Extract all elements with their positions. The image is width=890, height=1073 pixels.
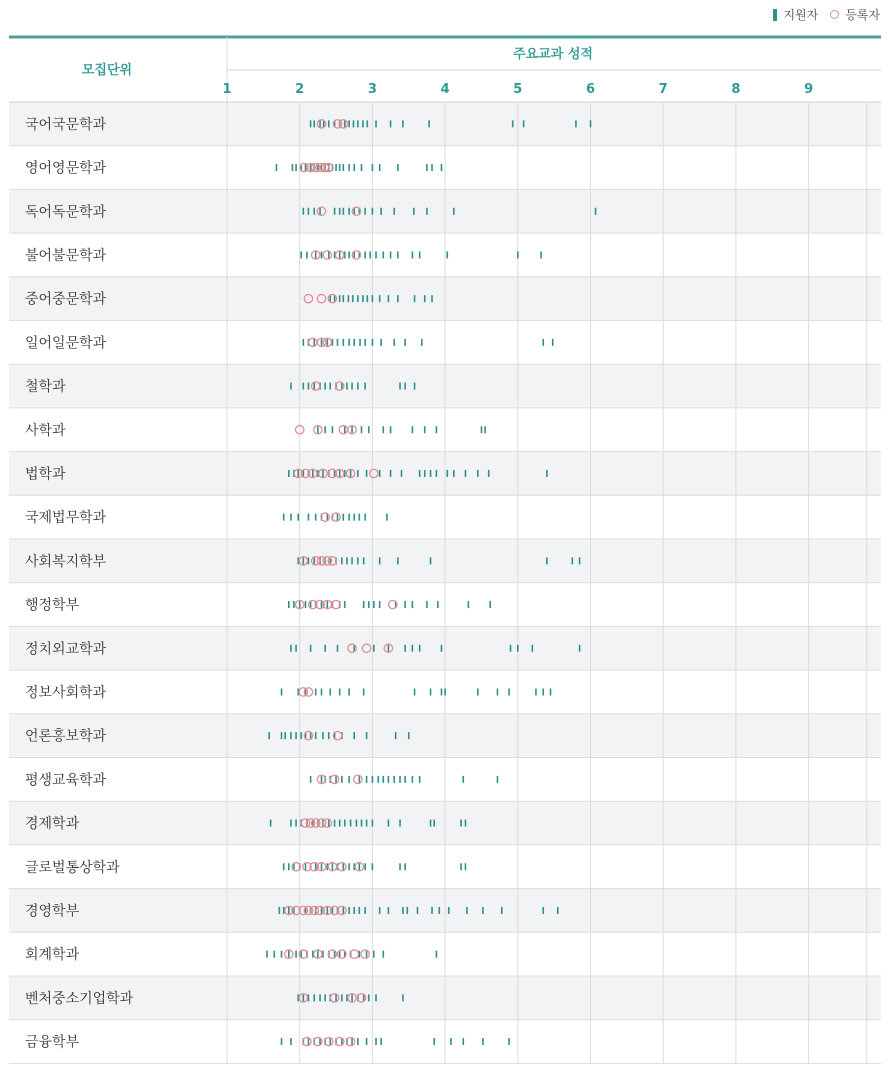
- x-tick-label: 2: [295, 82, 305, 97]
- x-tick-label: 7: [658, 82, 668, 97]
- row-label: 정보사회학과: [25, 684, 107, 701]
- row-label: 글로벌통상학과: [25, 859, 120, 876]
- row-label: 사학과: [25, 422, 66, 439]
- row-label: 행정학부: [25, 597, 80, 614]
- x-tick-label: 9: [804, 82, 814, 97]
- registrant-mark: [330, 775, 338, 783]
- x-tick-labels: [222, 82, 813, 97]
- registrant-mark: [309, 338, 317, 346]
- row-label: 독어독문학과: [25, 204, 107, 221]
- row-label: 금융학부: [25, 1034, 80, 1051]
- x-tick-label: 6: [585, 82, 596, 97]
- row-label: 사회복지학부: [25, 553, 107, 570]
- row-label: 경영학부: [25, 903, 80, 920]
- row-label: 법학과: [25, 466, 66, 483]
- row-label: 회계학과: [25, 947, 80, 964]
- row-label: 불어불문학과: [25, 247, 107, 264]
- row-label: 영어영문학과: [25, 160, 107, 177]
- row-label: 일어일문학과: [25, 335, 107, 352]
- registrant-mark: [323, 251, 331, 259]
- legend-registrant-label: 등록자: [845, 8, 880, 22]
- unit-column-header: 모집단위: [81, 63, 133, 78]
- x-tick-label: 3: [367, 82, 377, 97]
- x-tick-label: 1: [222, 82, 232, 97]
- row-label: 중어중문학과: [25, 291, 107, 308]
- x-tick-label: 5: [513, 82, 523, 97]
- grade-column-header: 주요교과 성적: [513, 47, 593, 62]
- row-label: 경제학과: [25, 816, 80, 833]
- row-label: 벤처중소기업학과: [25, 990, 134, 1007]
- chart-header: [82, 46, 593, 78]
- registrant-mark: [339, 426, 347, 434]
- legend-applicant-label: 지원자: [783, 8, 819, 22]
- row-label: 철학과: [25, 379, 66, 396]
- row-label: 국어국문학과: [25, 116, 107, 133]
- row-label: 정치외교학과: [25, 641, 107, 658]
- x-tick-label: 8: [731, 82, 741, 97]
- row-label: 국제법무학과: [25, 510, 107, 527]
- row-label: 언론홍보학과: [25, 728, 107, 745]
- x-tick-label: 4: [440, 82, 450, 97]
- registrant-mark: [361, 950, 369, 958]
- registrant-mark: [338, 863, 346, 871]
- row-label: 평생교육학과: [25, 772, 107, 789]
- registrant-mark: [354, 775, 362, 783]
